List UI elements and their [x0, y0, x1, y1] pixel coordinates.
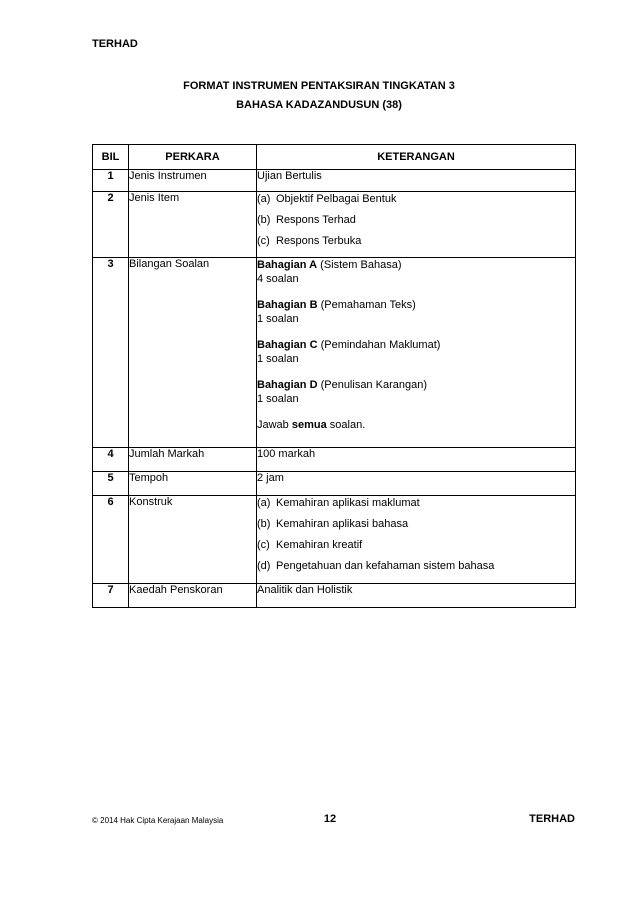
section-desc: (Pemahaman Teks): [320, 299, 416, 311]
note-post: soalan.: [326, 419, 366, 431]
option-mark: (c): [257, 235, 270, 247]
list-item: [257, 559, 575, 573]
section-heading: [257, 338, 575, 352]
section-heading: [257, 378, 575, 392]
table-row: [93, 472, 576, 496]
row-number: 1: [93, 170, 129, 192]
row-number: 6: [93, 496, 129, 584]
table-row: [93, 170, 576, 192]
note-pre: Jawab: [257, 419, 292, 431]
section-count: 1 soalan: [257, 353, 299, 365]
header-bil: BIL: [93, 145, 129, 170]
list-item: [257, 538, 575, 552]
table-row: [93, 584, 576, 608]
list-item: [257, 517, 575, 531]
option-text: Kemahiran aplikasi bahasa: [276, 518, 409, 530]
table-row: [93, 258, 576, 448]
section-name: Bahagian A: [257, 259, 318, 271]
row-number: 2: [93, 192, 129, 258]
header-classification: TERHAD: [92, 38, 138, 50]
row-perkara: Konstruk: [129, 496, 257, 584]
list-item: [257, 234, 575, 248]
option-mark: (d): [257, 560, 271, 572]
option-mark: (a): [257, 497, 271, 509]
option-text: Kemahiran aplikasi maklumat: [276, 497, 420, 509]
option-mark: (a): [257, 193, 271, 205]
footer-classification: TERHAD: [529, 813, 575, 825]
table-row: [93, 192, 576, 258]
row-keterangan: Analitik dan Holistik: [257, 584, 576, 608]
row-number: 3: [93, 258, 129, 448]
option-text: Kemahiran kreatif: [276, 539, 363, 551]
section-name: Bahagian D: [257, 379, 318, 391]
row-keterangan: [257, 496, 576, 584]
section-count: 4 soalan: [257, 273, 299, 285]
answer-note: [257, 418, 575, 432]
section-desc: (Penulisan Karangan): [320, 379, 427, 391]
row-perkara: Kaedah Penskoran: [129, 584, 257, 608]
option-mark: (b): [257, 214, 271, 226]
row-perkara: Jenis Item: [129, 192, 257, 258]
row-keterangan: 100 markah: [257, 448, 576, 472]
note-bold: semua: [291, 419, 327, 431]
row-perkara: Tempoh: [129, 472, 257, 496]
row-number: 4: [93, 448, 129, 472]
option-mark: (c): [257, 539, 270, 551]
option-text: Respons Terhad: [276, 214, 356, 226]
row-perkara: Jenis Instrumen: [129, 170, 257, 192]
table-row: [93, 496, 576, 584]
row-keterangan: 2 jam: [257, 472, 576, 496]
table-header-row: [93, 145, 576, 170]
document-subtitle: BAHASA KADAZANDUSUN (38): [236, 99, 402, 111]
row-keterangan: [257, 192, 576, 258]
section-heading: [257, 298, 575, 312]
table-row: [93, 448, 576, 472]
section-heading: [257, 258, 575, 272]
list-item: [257, 213, 575, 227]
option-text: Pengetahuan dan kefahaman sistem bahasa: [276, 560, 495, 572]
row-keterangan: [257, 258, 576, 448]
header-perkara: PERKARA: [129, 145, 257, 170]
document-title: FORMAT INSTRUMEN PENTAKSIRAN TINGKATAN 3: [183, 80, 455, 92]
section-desc: (Pemindahan Maklumat): [320, 339, 441, 351]
row-perkara: Jumlah Markah: [129, 448, 257, 472]
option-text: Objektif Pelbagai Bentuk: [276, 193, 397, 205]
list-item: [257, 496, 575, 510]
section-count: 1 soalan: [257, 313, 299, 325]
section-name: Bahagian C: [257, 339, 318, 351]
section-name: Bahagian B: [257, 299, 318, 311]
row-number: 5: [93, 472, 129, 496]
section-desc: (Sistem Bahasa): [320, 259, 402, 271]
header-keterangan: KETERANGAN: [257, 145, 576, 170]
footer-copyright: © 2014 Hak Cipta Kerajaan Malaysia: [92, 816, 224, 825]
row-perkara: Bilangan Soalan: [129, 258, 257, 448]
row-number: 7: [93, 584, 129, 608]
row-keterangan: Ujian Bertulis: [257, 170, 576, 192]
format-table: [92, 144, 576, 608]
list-item: [257, 192, 575, 206]
section-count: 1 soalan: [257, 393, 299, 405]
option-mark: (b): [257, 518, 271, 530]
page-number: 12: [323, 813, 337, 825]
option-text: Respons Terbuka: [276, 235, 362, 247]
